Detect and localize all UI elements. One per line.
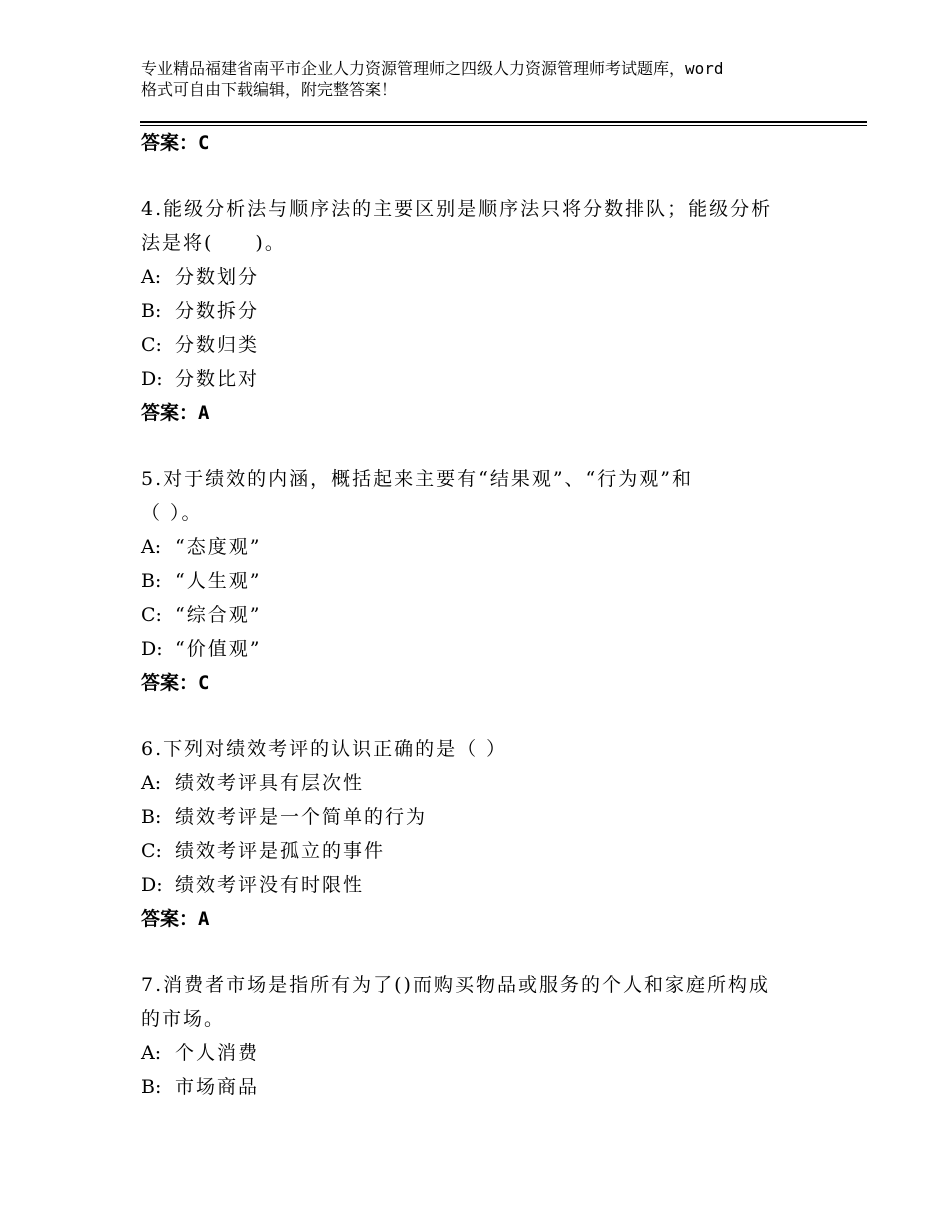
answer-line: 答案：A xyxy=(141,908,210,930)
option-label: B: xyxy=(141,806,162,828)
option-c xyxy=(141,598,831,632)
option-d xyxy=(141,632,831,666)
question-item xyxy=(141,968,831,1104)
option-text: 分数比对 xyxy=(175,368,260,390)
option-text: “价值观” xyxy=(175,638,262,660)
option-text: 分数拆分 xyxy=(175,300,260,322)
document-header xyxy=(141,58,841,100)
option-label: D: xyxy=(141,368,163,390)
option-text: 绩效考评是一个简单的行为 xyxy=(175,806,428,828)
option-label: B: xyxy=(141,300,162,322)
option-b xyxy=(141,1070,831,1104)
option-text: 分数归类 xyxy=(175,334,260,356)
question-item xyxy=(141,192,831,430)
question-stem: 4.能级分析法与顺序法的主要区别是顺序法只将分数排队；能级分析 法是将( )。 xyxy=(141,198,773,254)
option-label: A: xyxy=(141,266,162,288)
option-c xyxy=(141,328,831,362)
answer-line: 答案：C xyxy=(141,132,210,154)
question-item xyxy=(141,462,831,700)
option-text: “综合观” xyxy=(175,604,262,626)
option-d xyxy=(141,868,831,902)
option-label: B: xyxy=(141,570,162,592)
question-item xyxy=(141,732,831,936)
header-line-2: 格式可自由下载编辑，附完整答案！ xyxy=(141,80,398,99)
question-stem: 5.对于绩效的内涵，概括起来主要有“结果观”、“行为观”和 （ ）。 xyxy=(141,468,693,524)
option-text: 市场商品 xyxy=(175,1076,260,1098)
option-c xyxy=(141,834,831,868)
question-list xyxy=(141,126,831,1104)
option-label: A: xyxy=(141,772,162,794)
option-d xyxy=(141,362,831,396)
option-a xyxy=(141,766,831,800)
option-label: D: xyxy=(141,638,163,660)
option-a xyxy=(141,530,831,564)
option-b xyxy=(141,294,831,328)
option-b xyxy=(141,800,831,834)
option-a xyxy=(141,1036,831,1070)
option-b xyxy=(141,564,831,598)
option-text: “人生观” xyxy=(175,570,262,592)
option-text: 绩效考评是孤立的事件 xyxy=(175,840,386,862)
option-text: 个人消费 xyxy=(175,1042,260,1064)
option-label: C: xyxy=(141,604,162,626)
answer-line: 答案：A xyxy=(141,402,210,424)
answer-line: 答案：C xyxy=(141,672,210,694)
question-stem: 7.消费者市场是指所有为了()而购买物品或服务的个人和家庭所构成 的市场。 xyxy=(141,974,770,1030)
option-label: C: xyxy=(141,334,162,356)
option-label: D: xyxy=(141,874,163,896)
option-text: “态度观” xyxy=(175,536,262,558)
option-label: C: xyxy=(141,840,162,862)
option-text: 绩效考评没有时限性 xyxy=(175,874,365,896)
header-divider-thick xyxy=(140,121,867,123)
header-line-1: 专业精品福建省南平市企业人力资源管理师之四级人力资源管理师考试题库，word xyxy=(141,59,724,78)
option-text: 分数划分 xyxy=(175,266,260,288)
option-label: A: xyxy=(141,1042,162,1064)
option-label: B: xyxy=(141,1076,162,1098)
question-stem: 6.下列对绩效考评的认识正确的是（ ） xyxy=(141,738,508,760)
option-a xyxy=(141,260,831,294)
option-label: A: xyxy=(141,536,162,558)
option-text: 绩效考评具有层次性 xyxy=(175,772,365,794)
